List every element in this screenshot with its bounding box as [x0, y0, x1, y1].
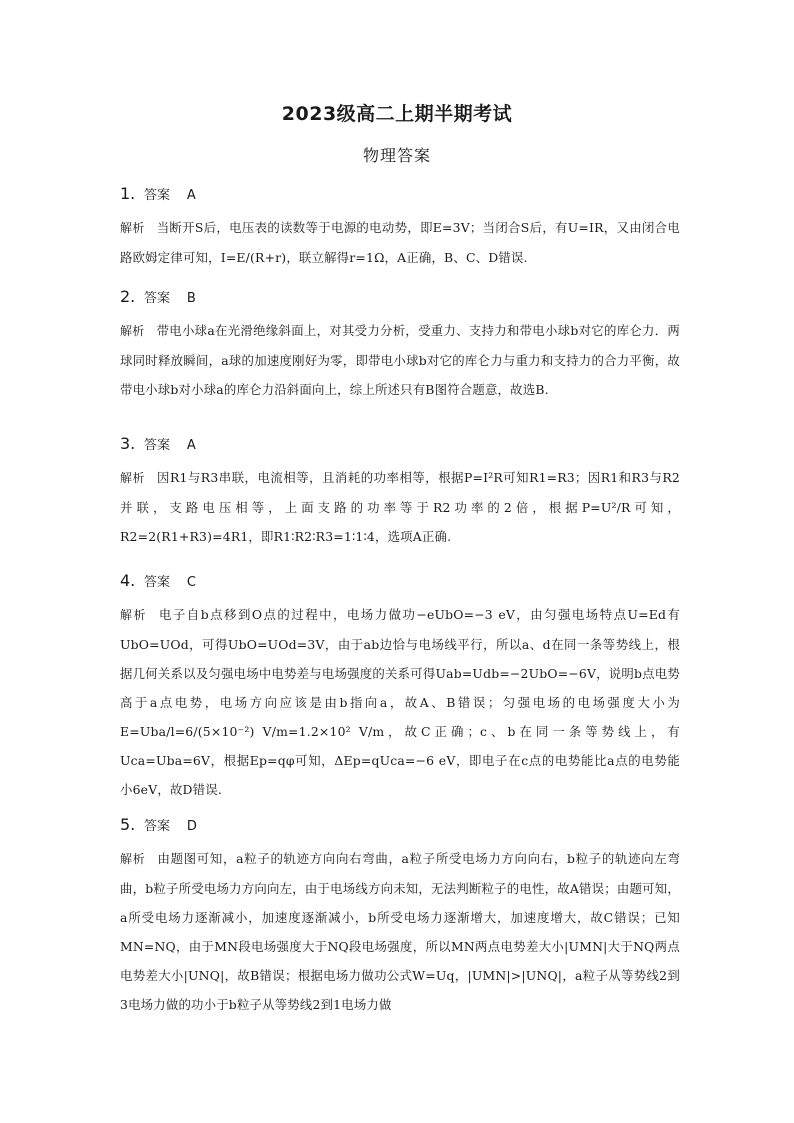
- answer-value: A: [186, 188, 196, 203]
- analysis-label: 解析: [120, 608, 148, 622]
- analysis-text: 电子自b点移到O点的过程中，电场力做功−eUbO=−3 eV，由匀强电场特点U=Ed有UbO=UOd，可得UbO=UOd=3V，由于ab边恰与电场线平行，所以a、d在同一条等势线上，根据几何关系以及匀强电场中电势差与电场强度的关系可得Uab=Udb=−2UbO=−6V，说明b点电势高于a点电势，电场方向应该是由b指向a，故A、B错误；匀强电场的电场强度大小为E=Uba/l=6/(5×10⁻²) V/m=1.2×10² V/m，故C正确；c、b在同一条等势线上，有Uca=Uba=6V，根据Ep=qφ可知，ΔEp=qUca=−6 eV，即电子在c点的电势能比a点的电势能小6eV，故D错误.: [120, 607, 680, 797]
- question-3: [120, 433, 680, 551]
- question-5: [120, 814, 680, 1019]
- question-4: [120, 570, 680, 804]
- analysis-paragraph: [120, 600, 680, 804]
- answer-value: D: [186, 819, 197, 834]
- answer-label: 答案: [144, 575, 171, 590]
- analysis-label: 解析: [120, 324, 145, 338]
- analysis-paragraph: [120, 844, 680, 1019]
- analysis-paragraph: [120, 463, 680, 551]
- question-number: 5.: [120, 815, 136, 834]
- answer-label: 答案: [144, 438, 171, 453]
- analysis-label: 解析: [120, 852, 146, 866]
- answer-line: [120, 286, 680, 308]
- answer-label: 答案: [144, 188, 171, 203]
- analysis-label: 解析: [120, 471, 146, 485]
- answer-label: 答案: [144, 819, 171, 834]
- question-number: 2.: [120, 287, 136, 306]
- question-1: [120, 183, 680, 272]
- question-number: 3.: [120, 434, 136, 453]
- analysis-text: 因R1与R3串联，电流相等，且消耗的功率相等，根据P=I²R可知R1=R3；因R1和R3与R2并联，支路电压相等，上面支路的功率等于R2功率的2倍，根据P=U²/R可知，R2=2(R1+R3)=4R1，即R1∶R2∶R3=1∶1∶4，选项A正确.: [120, 470, 680, 544]
- answer-label: 答案: [144, 291, 171, 306]
- answer-line: [120, 570, 680, 592]
- question-number: 4.: [120, 571, 136, 590]
- analysis-text: 当断开S后，电压表的读数等于电源的电动势，即E=3V；当闭合S后，有U=IR，又由闭合电路欧姆定律可知，I=E/(R+r)，联立解得r=1Ω，A正确，B、C、D错误.: [120, 220, 680, 265]
- analysis-label: 解析: [120, 221, 145, 235]
- question-number: 1.: [120, 184, 136, 203]
- answer-line: [120, 183, 680, 205]
- answer-value: C: [186, 575, 196, 590]
- answer-value: A: [186, 438, 196, 453]
- analysis-paragraph: [120, 316, 680, 404]
- analysis-text: 由题图可知，a粒子的轨迹方向向右弯曲，a粒子所受电场力方向向右，b粒子的轨迹向左弯曲，b粒子所受电场力方向向左，由于电场线方向未知，无法判断粒子的电性，故A错误；由题可知，a所受电场力逐渐减小，加速度逐渐减小，b所受电场力逐渐增大，加速度增大，故C错误；已知MN=NQ，由于MN段电场强度大于NQ段电场强度，所以MN两点电势差大小|UMN|大于NQ两点电势差大小|UNQ|，故B错误；根据电场力做功公式W=Uq，|UMN|>|UNQ|，a粒子从等势线2到3电场力做的功小于b粒子从等势线2到1电场力做: [120, 851, 681, 1012]
- analysis-text: 带电小球a在光滑绝缘斜面上，对其受力分析，受重力、支持力和带电小球b对它的库仑力．两球同时释放瞬间，a球的加速度刚好为零，即带电小球b对它的库仑力与重力和支持力的合力平衡，故带电小球b对小球a的库仑力沿斜面向上，综上所述只有B图符合题意，故选B.: [120, 323, 681, 397]
- page-subtitle: 物理答案: [362, 146, 431, 165]
- answer-value: B: [186, 291, 196, 306]
- page-title: 2023级高二上期半期考试: [281, 103, 513, 125]
- analysis-paragraph: [120, 213, 680, 272]
- answer-line: [120, 814, 680, 836]
- answer-line: [120, 433, 680, 455]
- question-2: [120, 286, 680, 404]
